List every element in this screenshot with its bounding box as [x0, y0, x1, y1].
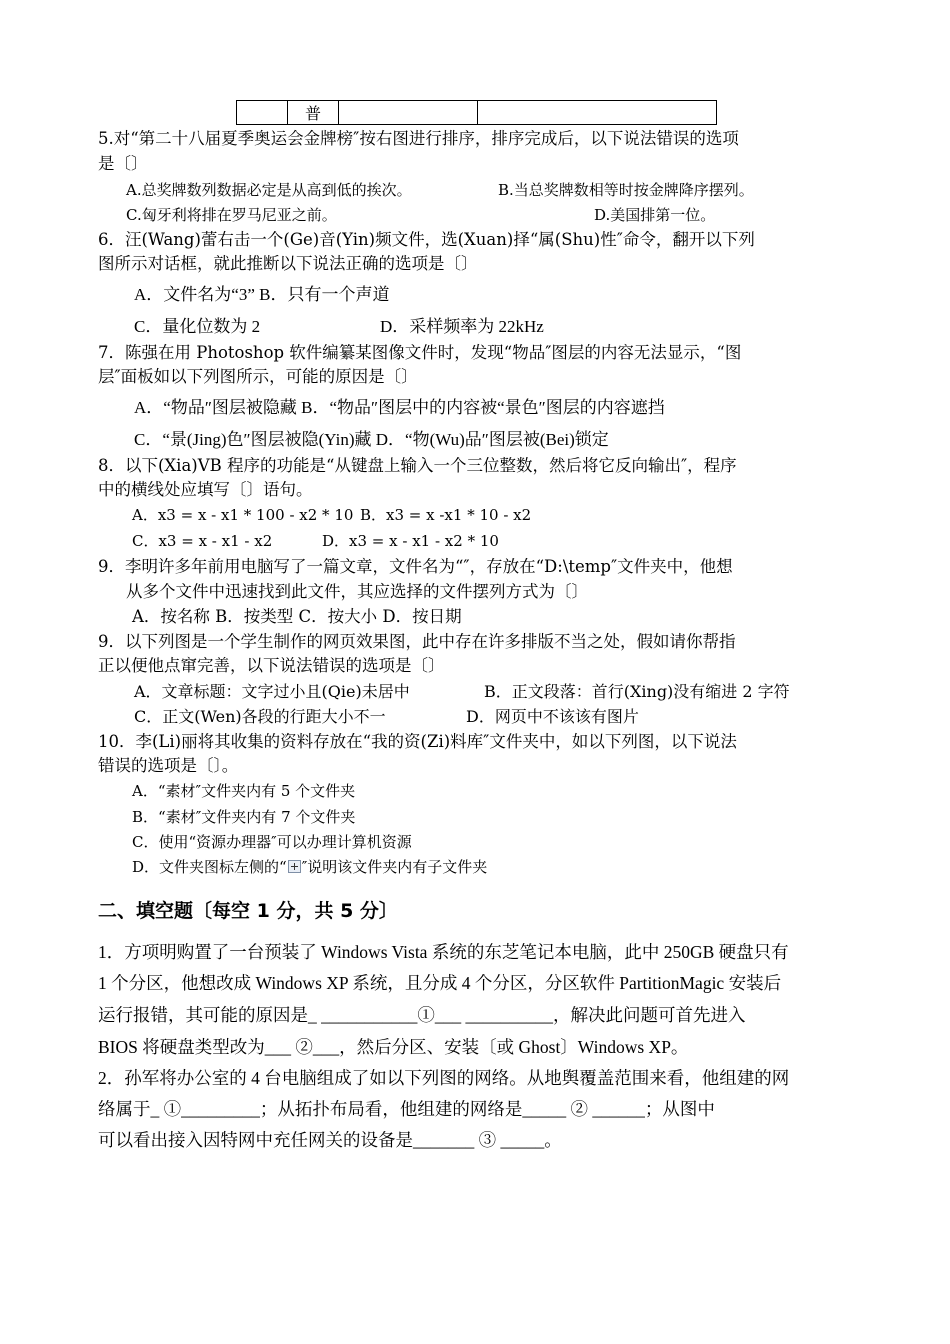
q7-option-cd: C．“景(Jing)色″图层被隐(Yin)藏 D．“物(Wu)品″图层被(Bei)锁定 — [134, 430, 609, 449]
fill-q2-line3: 可以看出接入因特网中充任网关的设备是_______ ③ _____。 — [98, 1130, 562, 1150]
table-cell — [478, 101, 717, 125]
q5-option-a: A.总奖牌数列数据必定是从高到低的挨次。 — [126, 181, 412, 199]
q6-option-d: D．采样频率为 22kHz — [380, 317, 544, 336]
q5-stem-line1: 5.对“第二十八届夏季奥运会金牌榜″按右图进行排序，排序完成后，以下说法错误的选项 — [98, 129, 739, 148]
plus-icon — [288, 860, 301, 873]
fill-q2-line1: 2．孙军将办公室的 4 台电脑组成了如以下列图的网络。从地舆覆盖范围来看，他组建的网 — [98, 1068, 790, 1088]
q9a-options: A．按名称 B．按类型 C．按大小 D．按日期 — [132, 607, 462, 626]
q8-stem-line1: 8．以下(Xia)VB 程序的功能是“从键盘上输入一个三位整数，然后将它反向输出″，程序 — [98, 456, 737, 475]
q9b-option-d: D．网页中不该该有图片 — [466, 707, 639, 726]
q8-option-d: D．x3 = x - x1 - x2 * 10 — [322, 532, 499, 550]
q9b-stem-line2: 正以便他点窜完善，以下说法错误的选项是〔〕 — [98, 656, 445, 675]
q9b-option-a: A．文章标题：文字过小且(Qie)未居中 — [134, 682, 410, 701]
q8-option-c: C．x3 = x - x1 - x2 — [132, 532, 273, 550]
q6-stem-line2: 图所示对话框，就此推断以下说法正确的选项是〔〕 — [98, 254, 478, 273]
table-fragment — [236, 100, 717, 125]
q10-option-d-text-before: D．文件夹图标左侧的“ — [132, 858, 287, 876]
q10-option-c: C．使用“资源办理器″可以办理计算机资源 — [132, 833, 412, 851]
q7-option-ab: A．“物品″图层被隐藏 B．“物品″图层中的内容被“景色″图层的内容遮挡 — [134, 398, 665, 417]
q5-option-d: D.美国排第一位。 — [594, 206, 716, 224]
q10-option-a: A．“素材″文件夹内有 5 个文件夹 — [132, 782, 356, 800]
q9b-option-c: C．正文(Wen)各段的行距大小不一 — [134, 707, 386, 726]
q8-stem-line2: 中的横线处应填写〔〕语句。 — [98, 480, 313, 499]
q9b-stem-line1: 9．以下列图是一个学生制作的网页效果图，此中存在许多排版不当之处，假如请你帮指 — [98, 632, 736, 651]
q5-option-c: C.匈牙利将排在罗马尼亚之前。 — [126, 206, 337, 224]
q6-option-ab: A．文件名为“3” B．只有一个声道 — [134, 285, 390, 304]
q10-stem-line2: 错误的选项是〔〕。 — [98, 756, 239, 775]
q9a-stem-line2: 从多个文件中迅速找到此文件，其应选择的文件摆列方式为〔〕 — [126, 582, 588, 601]
table-row — [237, 101, 717, 125]
q5-stem-line2: 是〔〕 — [98, 154, 148, 173]
q10-stem-line1: 10．李(Li)丽将其收集的资料存放在“我的资(Zi)料库″文件夹中，如以下列图，以下说法 — [98, 732, 737, 751]
q5-option-b: B.当总奖牌数相等时按金牌降序摆列。 — [498, 181, 754, 199]
fill-q1-line4: BIOS 将硬盘类型改为___ ②___，然后分区、安装〔或 Ghost〕Windows XP。 — [98, 1037, 689, 1057]
fill-q1-line3: 运行报错，其可能的原因是_ ___________①___ __________，解决此问题可首先进入 — [98, 1005, 746, 1025]
q7-stem-line1: 7．陈强在用 Photoshop 软件编纂某图像文件时，发现“物品″图层的内容无法显示，“图 — [98, 343, 742, 362]
q8-option-a: A．x3 = x - x1 * 100 - x2 * 10 — [132, 506, 354, 524]
q7-stem-line2: 层″面板如以下列图所示，可能的原因是〔〕 — [98, 367, 418, 386]
section2-heading: 二、填空题〔每空 1 分，共 5 分〕 — [98, 900, 398, 922]
q9b-option-b: B．正文段落：首行(Xing)没有缩进 2 字符 — [484, 682, 790, 701]
q6-stem-line1: 6．汪(Wang)蕾右击一个(Ge)音(Yin)频文件，选(Xuan)择“属(Shu)性″命令，翻开以下列 — [98, 230, 755, 249]
table-cell — [339, 101, 478, 125]
q10-option-d — [132, 856, 487, 878]
table-cell — [237, 101, 288, 125]
fill-q2-line2: 络属于_ ①_________；从拓扑布局看，他组建的网络是_____ ② ______；从图中 — [98, 1099, 715, 1119]
q10-option-b: B．“素材″文件夹内有 7 个文件夹 — [132, 808, 356, 826]
q10-option-d-text-after: ″说明该文件夹内有子文件夹 — [301, 858, 488, 876]
fill-q1-line1: 1．方项明购置了一台预装了 Windows Vista 系统的东芝笔记本电脑，此中 250GB 硬盘只有 — [98, 942, 789, 962]
table-cell: 普 — [288, 101, 339, 125]
q6-option-c: C．量化位数为 2 — [134, 317, 261, 336]
fill-q1-line2: 1 个分区，他想改成 Windows XP 系统，且分成 4 个分区，分区软件 PartitionMagic 安装后 — [98, 973, 782, 993]
q8-option-b: B．x3 = x -x1 * 10 - x2 — [360, 506, 532, 524]
q9a-stem-line1: 9．李明许多年前用电脑写了一篇文章，文件名为“″，存放在“D:\temp″文件夹中，他想 — [98, 557, 733, 576]
